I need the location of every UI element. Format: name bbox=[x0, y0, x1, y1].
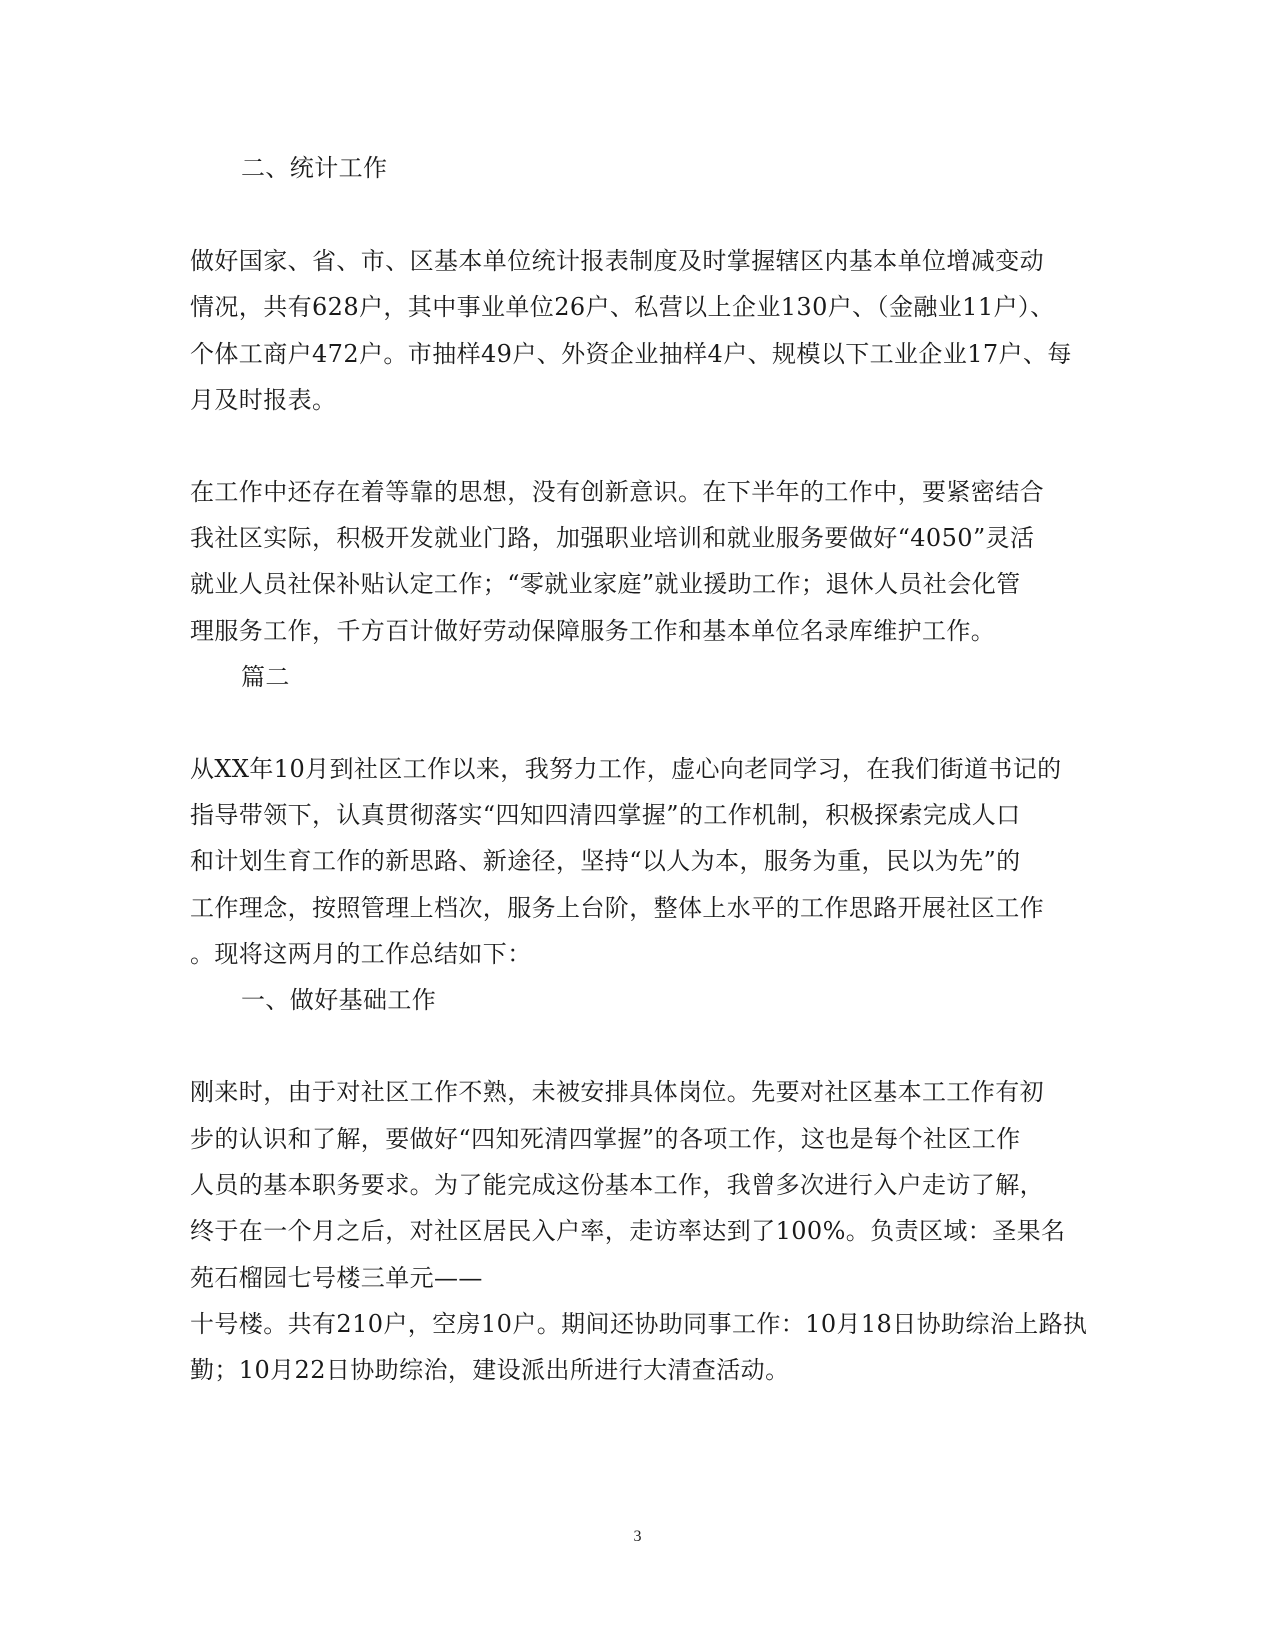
section-heading-part-two: 篇二 bbox=[241, 663, 290, 691]
paragraph-line: 终于在一个月之后，对社区居民入户率，走访率达到了100%。负责区域：圣果名 bbox=[190, 1217, 1066, 1245]
paragraph-line: 理服务工作，千方百计做好劳动保障服务工作和基本单位名录库维护工作。 bbox=[190, 617, 996, 645]
page-number: 3 bbox=[633, 1528, 642, 1545]
paragraph-line: 工作理念，按照管理上档次，服务上台阶，整体上水平的工作思路开展社区工作 bbox=[190, 894, 1044, 922]
paragraph-line: 就业人员社保补贴认定工作；“零就业家庭”就业援助工作；退休人员社会化管 bbox=[190, 570, 1021, 598]
paragraph-line: 做好国家、省、市、区基本单位统计报表制度及时掌握辖区内基本单位增减变动 bbox=[190, 247, 1044, 275]
paragraph-line: 苑石榴园七号楼三单元—— bbox=[190, 1264, 483, 1292]
paragraph-line: 刚来时，由于对社区工作不熟，未被安排具体岗位。先要对社区基本工工作有初 bbox=[190, 1078, 1044, 1106]
paragraph-line: 我社区实际，积极开发就业门路，加强职业培训和就业服务要做好“4050”灵活 bbox=[190, 524, 1035, 552]
paragraph-line: 个体工商户472户。市抽样49户、外资企业抽样4户、规模以下工业企业17户、每 bbox=[190, 340, 1072, 368]
paragraph-line: 十号楼。共有210户，空房10户。期间还协助同事工作：10月18日协助综治上路执 bbox=[190, 1310, 1088, 1338]
paragraph-line: 月及时报表。 bbox=[190, 386, 337, 414]
paragraph-line: 步的认识和了解，要做好“四知死清四掌握”的各项工作，这也是每个社区工作 bbox=[190, 1125, 1021, 1153]
paragraph-line: 人员的基本职务要求。为了能完成这份基本工作，我曾多次进行入户走访了解， bbox=[190, 1171, 1044, 1199]
paragraph-line: 勤；10月22日协助综治，建设派出所进行大清查活动。 bbox=[190, 1356, 790, 1384]
section-heading-statistics: 二、统计工作 bbox=[241, 154, 388, 182]
paragraph-line: 从XX年10月到社区工作以来，我努力工作，虚心向老同学习，在我们街道书记的 bbox=[190, 755, 1062, 783]
paragraph-line: 情况，共有628户，其中事业单位26户、私营以上企业130户、（金融业11户）、 bbox=[190, 293, 1055, 321]
paragraph-line: 。现将这两月的工作总结如下： bbox=[190, 940, 532, 968]
paragraph-line: 在工作中还存在着等靠的思想，没有创新意识。在下半年的工作中，要紧密结合 bbox=[190, 478, 1044, 506]
paragraph-line: 和计划生育工作的新思路、新途径，坚持“以人为本，服务为重，民以为先”的 bbox=[190, 847, 1021, 875]
section-heading-basic-work: 一、做好基础工作 bbox=[241, 986, 437, 1014]
paragraph-line: 指导带领下，认真贯彻落实“四知四清四掌握”的工作机制，积极探索完成人口 bbox=[190, 801, 1021, 829]
